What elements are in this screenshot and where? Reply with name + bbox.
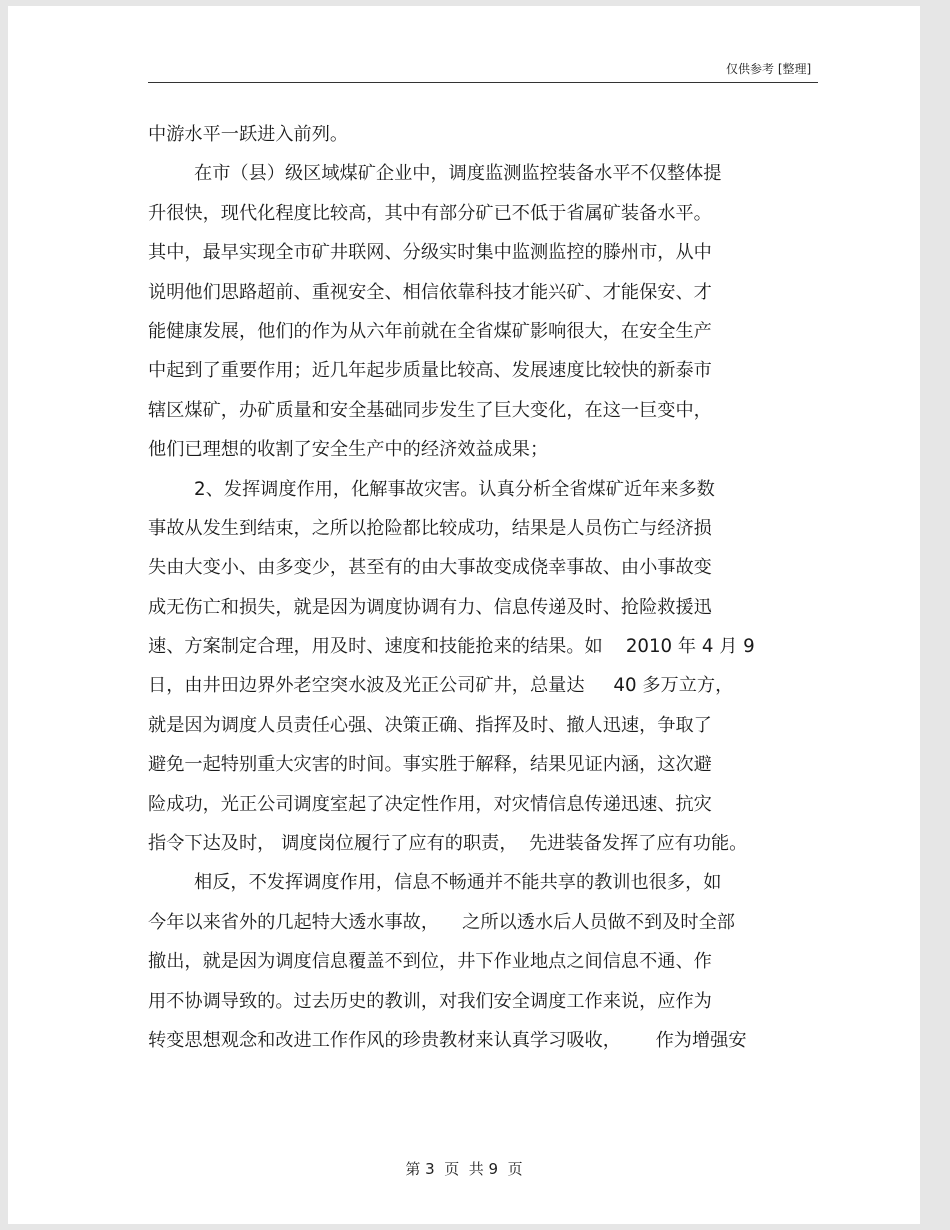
paragraph-line: 其中，最早实现全市矿井联网、分级实时集中监测监控的滕州市，从中	[148, 242, 712, 264]
paragraph-line: 升很快，现代化程度比较高，其中有部分矿已不低于省属矿装备水平。	[148, 202, 712, 224]
header-divider	[148, 82, 818, 83]
paragraph-line: 中游水平一跃进入前列。	[148, 124, 349, 145]
paragraph-line: 速、方案制定合理，用及时、速度和技能抢来的结果。如 2010 年 4 月 9	[148, 636, 755, 658]
paragraph-line: 避免一起特别重大灾害的时间。事实胜于解释，结果见证内涵，这次避	[148, 754, 712, 776]
paragraph-line: 在市（县）级区域煤矿企业中，调度监测监控装备水平不仅整体提	[194, 163, 722, 185]
paragraph-line: 他们已理想的收割了安全生产中的经济效益成果；	[148, 439, 549, 461]
paragraph-line: 事故从发生到结束，之所以抢险都比较成功，结果是人员伤亡与经济损	[148, 517, 712, 539]
paragraph-line: 辖区煤矿，办矿质量和安全基础同步发生了巨大变化，在这一巨变中，	[148, 399, 712, 421]
paragraph-line: 说明他们思路超前、重视安全、相信依靠科技才能兴矿、才能保安、才	[148, 281, 712, 303]
paragraph-line: 日，由井田边界外老空突水波及光正公司矿井，总量达 40 多万立方，	[148, 675, 734, 697]
page-number-footer: 第 3 页 共 9 页	[405, 1160, 523, 1178]
paragraph-line: 转变思想观念和改进工作作风的珍贵教材来认真学习吸收， 作为增强安	[148, 1029, 747, 1051]
paragraph-line: 失由大变小、由多变少，甚至有的由大事故变成侥幸事故、由小事故变	[148, 557, 712, 579]
header-note: 仅供参考 [整理]	[726, 62, 812, 76]
paragraph-line: 2、发挥调度作用，化解事故灾害。认真分析全省煤矿近年来多数	[194, 478, 715, 500]
paragraph-line: 险成功，光正公司调度室起了决定性作用，对灾情信息传递迅速、抗灾	[148, 793, 712, 815]
paragraph-line: 成无伤亡和损失，就是因为调度协调有力、信息传递及时、抢险救援迅	[148, 596, 712, 618]
paragraph-line: 指令下达及时， 调度岗位履行了应有的职责， 先进装备发挥了应有功能。	[148, 833, 748, 855]
document-page	[8, 6, 920, 1224]
paragraph-line: 能健康发展，他们的作为从六年前就在全省煤矿影响很大，在安全生产	[148, 320, 712, 342]
paragraph-line: 就是因为调度人员责任心强、决策正确、指挥及时、撤人迅速，争取了	[148, 714, 712, 736]
paragraph-line: 相反，不发挥调度作用，信息不畅通并不能共享的教训也很多，如	[194, 872, 722, 894]
paragraph-line: 今年以来省外的几起特大透水事故， 之所以透水后人员做不到及时全部	[148, 911, 735, 933]
paragraph-line: 中起到了重要作用；近几年起步质量比较高、发展速度比较快的新泰市	[148, 360, 712, 382]
paragraph-line: 用不协调导致的。过去历史的教训，对我们安全调度工作来说，应作为	[148, 990, 712, 1012]
paragraph-line: 撤出，就是因为调度信息覆盖不到位，井下作业地点之间信息不通、作	[148, 951, 712, 973]
body-text	[148, 115, 838, 1060]
